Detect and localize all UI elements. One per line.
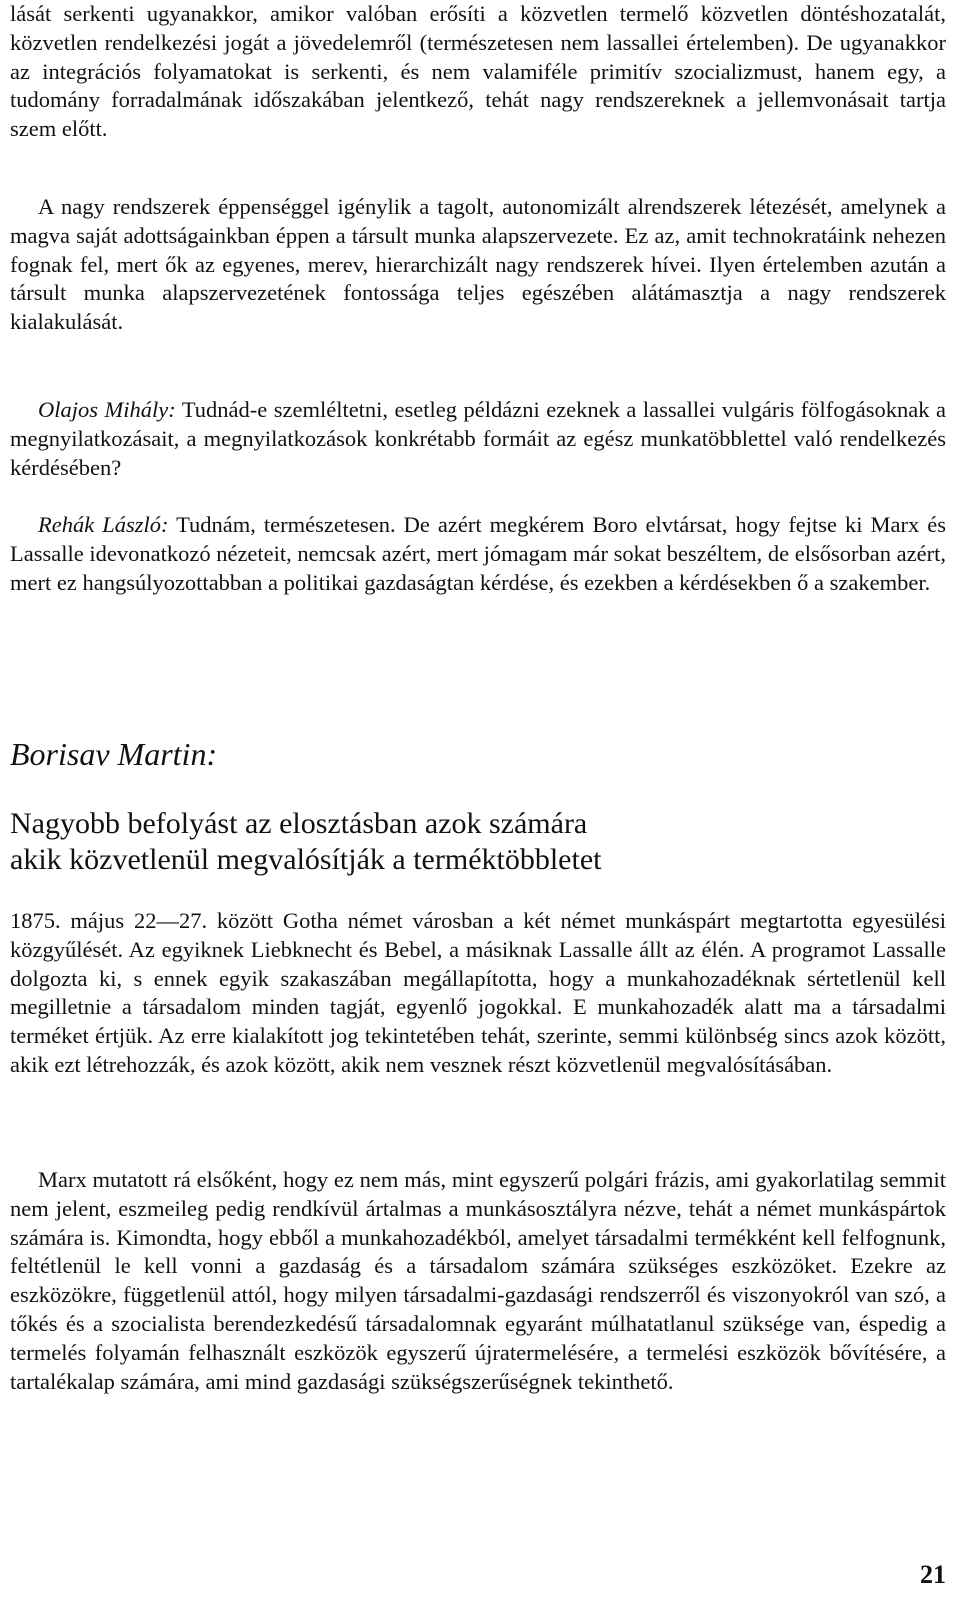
paragraph-gotha: 1875. május 22—27. között Gotha német városban a két német munkáspárt megtartotta egyesülési közgyűlését. Az egyiknek Liebknecht és Bebel, a másiknak Lassalle állt az élén. A programot Lassalle dolgozta ki, s ennek egyik szakaszában megállapította, hogy a munkahozadéknak sértetlenül kell megilletnie a társadalom minden tagját, egyenlő jogokkal. E munkahozadék alatt ma a társadalmi terméket értjük. Az erre kialakított jog tekintetében tehát, szerinte, semmi különbség sincs azok között, akik ezt létrehozzák, és azok között, akik nem vesznek részt közvetlenül megvalósításában. xyxy=(10,908,946,1077)
paragraph-text: A nagy rendszerek éppenséggel igénylik a tagolt, autonomizált alrendszerek létezését, amelynek a magva saját adottságainkban éppen a társult munka alapszervezete. Ez az, amit technokratáink nehezen fognak fel, mert ők az egyenes, merev, hierarchizált nagy rendszerek hívei. Ilyen értelemben azután a társult munka alapszervezetének fontossága teljes egészében alátámasztja a nagy rendszerek kialakulását. xyxy=(10,194,946,335)
dialogue-rehak xyxy=(10,511,946,597)
speaker-name: Rehák László: xyxy=(38,512,169,537)
dialogue-text: Tudnám, természetesen. De azért megkérem Boro elvtársat, hogy fejtse ki Marx és Lassalle idevonatkozó nézeteit, nemcsak azért, mert jómagam már sokat beszéltem, de elsősorban azért, mert ez hangsúlyozottabban a politikai gazdaságtan kérdése, és ezekben a kérdésekben ő a szakember. xyxy=(10,512,946,595)
speaker-name: Olajos Mihály: xyxy=(38,397,176,422)
paragraph-marx xyxy=(10,1166,946,1396)
article-title-line-2: akik közvetlenül megvalósítják a terméktöbbletet xyxy=(10,843,602,876)
paragraph-large-systems xyxy=(10,193,946,337)
article-author: Borisav Martin: xyxy=(10,736,218,772)
page-number: 21 xyxy=(920,1560,946,1589)
paragraph-continuation: lását serkenti ugyanakkor, amikor valóban erősíti a közvetlen termelő közvetlen döntéshozatalát, közvetlen rendelkezési jogát a jövedelemről (természetesen nem lassallei értelemben). De ugyanakkor az integrációs folyamatokat is serkenti, és nem valamiféle primitív szocializmust, hanem egy, a tudomány forradalmának időszakában jelentkező, tehát nagy rendszereknek a jellemvonásait tartja szem előtt. xyxy=(10,1,946,142)
dialogue-olajos xyxy=(10,396,946,482)
article-title-line-1: Nagyobb befolyást az elosztásban azok számára xyxy=(10,807,588,840)
dialogue-text: Tudnád-e szemléltetni, esetleg példázni ezeknek a lassallei vulgáris fölfogásoknak a megnyilatkozásait, a megnyilatkozások konkrétabb formáit az egész munkatöbblettel való rendelkezés kérdésében? xyxy=(10,397,946,480)
paragraph-text: Marx mutatott rá elsőként, hogy ez nem más, mint egyszerű polgári frázis, ami gyakorlatilag semmit nem jelent, eszmeileg pedig rendkívül ártalmas a munkásosztályra nézve, tehát a német munkáspártok számára is. Kimondta, hogy ebből a munkahozadékból, amelyet társadalmi termékként kell felfognunk, feltétlenül le kell vonni a gazdaság és a társadalom számára szükséges eszközöket. Ezekre az eszközökre, függetlenül attól, hogy milyen társadalmi-gazdasági rendszerről és viszonyokról van szó, a tőkés és a szocialista berendezkedésű társadalomnak egyaránt múlhatatlanul szüksége van, éspedig a termelés folyamán felhasznált eszközök egyszerű újratermelésére, a termelési eszközök bővítésére, a tartalékalap számára, ami mind gazdasági szükségszerűségnek tekinthető. xyxy=(10,1167,946,1394)
article-title xyxy=(10,806,946,878)
